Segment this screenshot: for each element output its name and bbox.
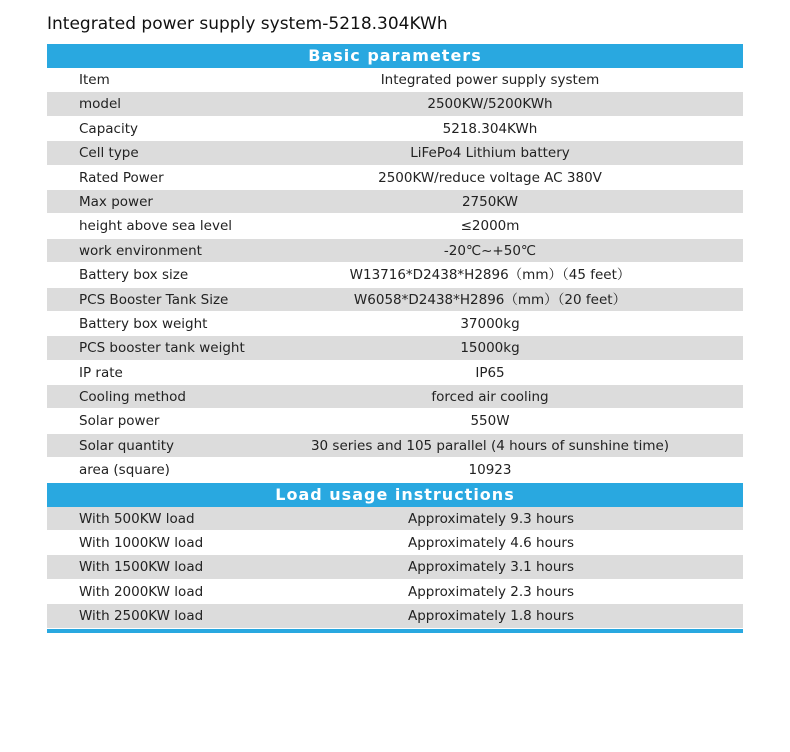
row-label: With 500KW load [79,510,195,527]
table-row [47,434,743,458]
table-row [47,190,743,214]
row-value: 550W [470,413,510,430]
row-value: W6058*D2438*H2896（mm）（20 feet） [353,291,627,308]
row-value: Approximately 9.3 hours [408,510,574,527]
row-value: forced air cooling [431,389,549,406]
row-value: 15000kg [460,340,520,357]
row-value: 5218.304KWh [442,120,538,137]
row-label: Battery box size [79,267,189,284]
table-row [47,263,743,287]
row-value: IP65 [475,364,505,381]
row-value: 30 series and 105 parallel (4 hours of sunshine time) [310,437,670,454]
table-row [47,141,743,165]
row-value: 10923 [468,462,512,479]
row-value: ≤2000m [460,218,520,235]
load-usage-rows [47,507,743,629]
row-label: IP rate [79,364,123,381]
table-row [47,385,743,409]
row-label: area (square) [79,462,170,479]
table-row [47,68,743,92]
spec-table [47,44,743,633]
table-row [47,555,743,579]
table-row [47,409,743,433]
row-value: 2500KW/5200KWh [427,96,553,113]
row-label: model [79,96,122,113]
table-row [47,214,743,238]
row-value: Integrated power supply system [380,72,600,88]
row-value: Approximately 4.6 hours [408,535,574,552]
row-label: Battery box weight [79,315,208,332]
row-label: PCS Booster Tank Size [79,291,229,308]
load-usage-header: Load usage instructions [47,483,743,507]
row-value: 37000kg [460,315,520,332]
row-label: With 2000KW load [79,583,204,600]
basic-parameters-header: Basic parameters [47,44,743,68]
row-value: W13716*D2438*H2896（mm）（45 feet） [349,267,631,284]
row-label: Solar power [79,413,160,430]
row-value: LiFePo4 Lithium battery [410,145,570,162]
row-label: Capacity [79,120,138,137]
table-row [47,531,743,555]
row-label: work environment [79,242,202,259]
table-row [47,239,743,263]
basic-parameters-rows [47,68,743,483]
table-row [47,117,743,141]
table-row [47,288,743,312]
table-row [47,92,743,116]
table-row [47,166,743,190]
row-label: Cooling method [79,389,186,406]
row-value: 2750KW [461,193,519,210]
row-value: -20℃~+50℃ [443,242,537,259]
row-value: Approximately 3.1 hours [408,559,574,576]
row-label: With 2500KW load [79,608,204,625]
table-row [47,580,743,604]
table-bottom-border [47,629,743,633]
row-label: Solar quantity [79,437,174,454]
row-label: Max power [79,193,153,210]
row-value: Approximately 1.8 hours [408,608,574,625]
table-row [47,361,743,385]
row-label: Rated Power [79,169,164,186]
row-value: Approximately 2.3 hours [408,583,574,600]
row-label: With 1000KW load [79,535,204,552]
row-label: With 1500KW load [79,559,204,576]
table-row [47,458,743,482]
table-row [47,312,743,336]
row-label: Item [79,72,110,88]
row-label: Cell type [79,145,139,162]
page-title: Integrated power supply system-5218.304KWh [47,14,448,34]
row-value: 2500KW/reduce voltage AC 380V [378,169,602,186]
row-label: height above sea level [79,218,233,235]
table-row [47,507,743,531]
row-label: PCS booster tank weight [79,340,245,357]
table-row [47,604,743,628]
table-row [47,336,743,360]
